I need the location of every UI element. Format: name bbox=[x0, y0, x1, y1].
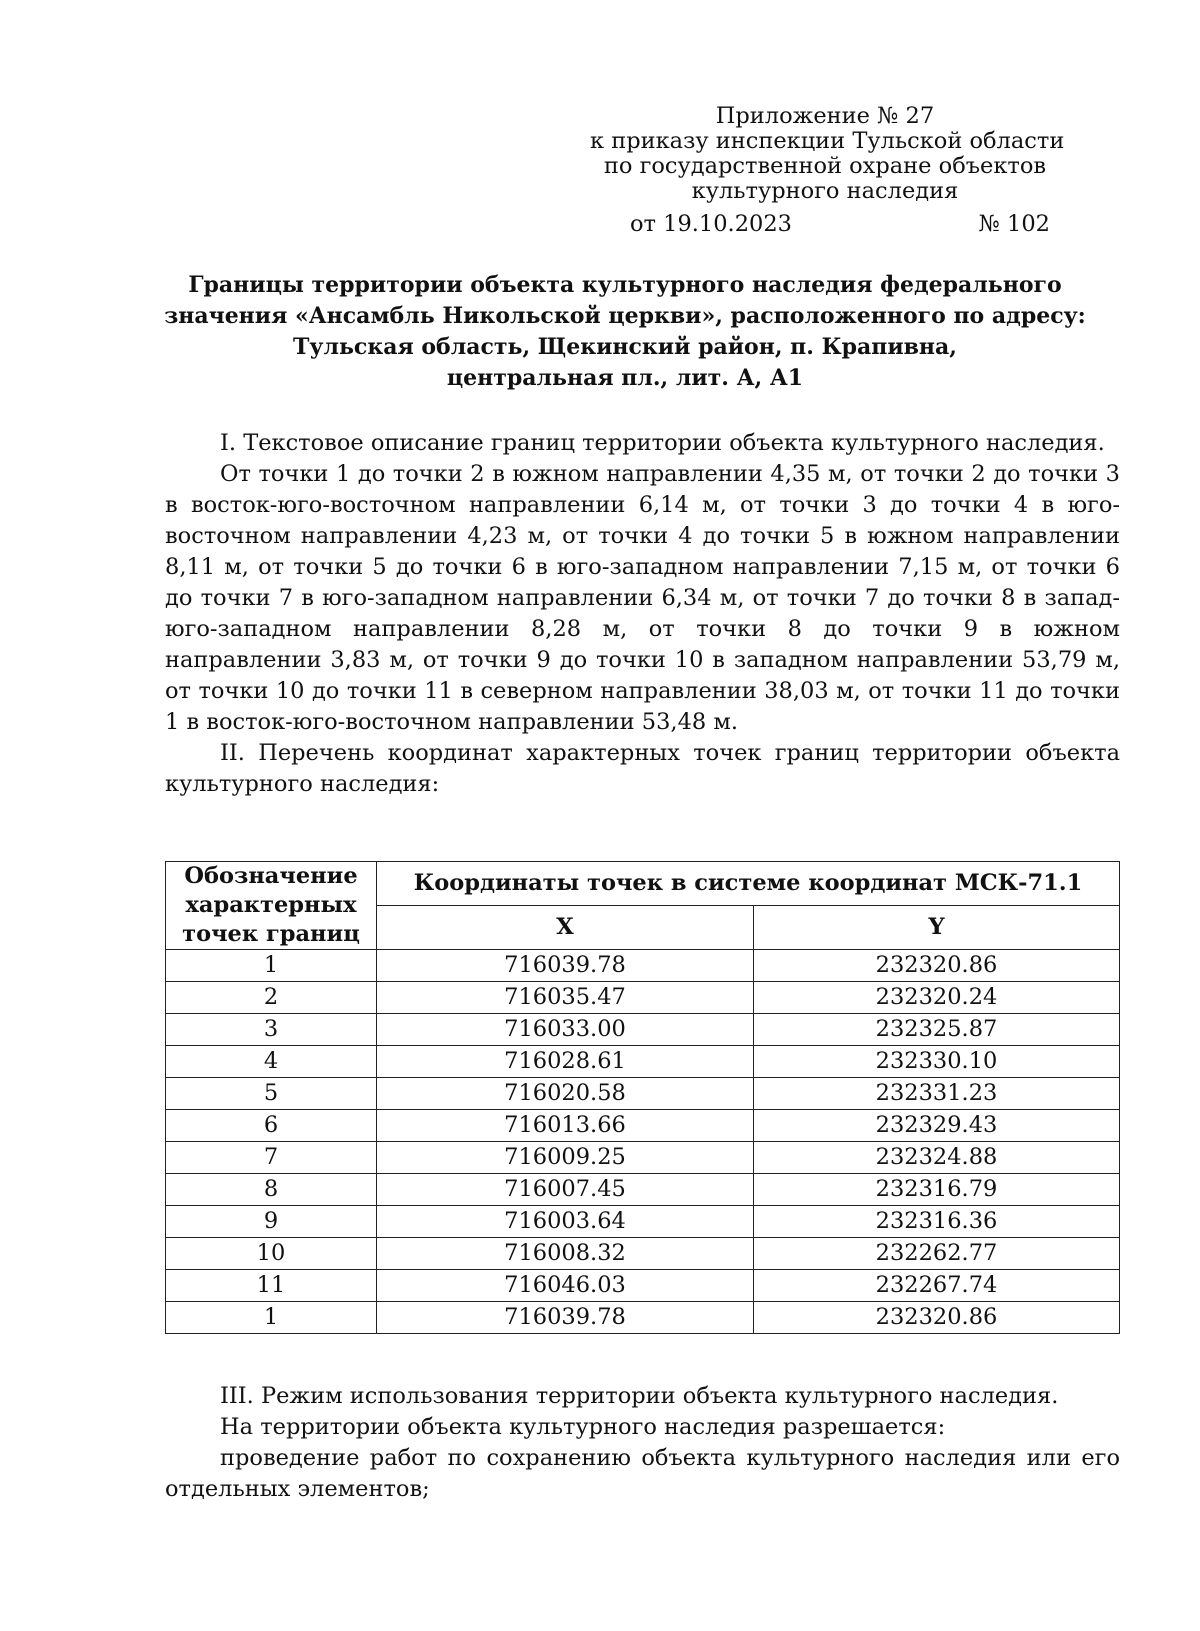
allowed-item: проведение работ по сохранению объекта культурного наследия или его отдельных элементов; bbox=[165, 1445, 1120, 1502]
table-row bbox=[166, 982, 1120, 1014]
x-cell: 716039.78 bbox=[377, 950, 754, 982]
point-cell: 11 bbox=[166, 1270, 377, 1302]
sections-1-2 bbox=[165, 428, 1120, 800]
title-line: Границы территории объекта культурного наследия федерального bbox=[188, 272, 1062, 298]
y-cell: 232320.86 bbox=[754, 1302, 1120, 1334]
x-cell: 716007.45 bbox=[377, 1174, 754, 1206]
table-row bbox=[166, 1046, 1120, 1078]
table-row bbox=[166, 1238, 1120, 1270]
x-cell: 716033.00 bbox=[377, 1014, 754, 1046]
appendix-line: к приказу инспекции Тульской области bbox=[590, 128, 1065, 154]
y-cell: 232325.87 bbox=[754, 1014, 1120, 1046]
title-line: значения «Ансамбль Никольской церкви», расположенного по адресу: bbox=[164, 303, 1086, 329]
coordinates-table-body bbox=[166, 950, 1120, 1334]
order-reference bbox=[630, 211, 1050, 237]
table-row bbox=[166, 1142, 1120, 1174]
y-cell: 232320.86 bbox=[754, 950, 1120, 982]
appendix-header bbox=[590, 103, 1065, 204]
table-row bbox=[166, 1206, 1120, 1238]
x-cell: 716020.58 bbox=[377, 1078, 754, 1110]
table-row bbox=[166, 1014, 1120, 1046]
y-header: Y bbox=[754, 906, 1120, 950]
appendix-line: по государственной охране объектов bbox=[603, 153, 1047, 179]
point-cell: 5 bbox=[166, 1078, 377, 1110]
x-cell: 716039.78 bbox=[377, 1302, 754, 1334]
title-line: центральная пл., лит. А, А1 bbox=[446, 365, 804, 391]
order-date: от 19.10.2023 bbox=[630, 211, 792, 237]
x-cell: 716035.47 bbox=[377, 982, 754, 1014]
y-cell: 232324.88 bbox=[754, 1142, 1120, 1174]
coordinates-table bbox=[165, 861, 1120, 1334]
point-cell: 10 bbox=[166, 1238, 377, 1270]
point-designation-header: Обозначение характерных точек границ bbox=[166, 862, 377, 950]
y-cell: 232262.77 bbox=[754, 1238, 1120, 1270]
order-number: № 102 bbox=[978, 211, 1050, 237]
point-cell: 1 bbox=[166, 950, 377, 982]
table-row bbox=[166, 1302, 1120, 1334]
x-cell: 716008.32 bbox=[377, 1238, 754, 1270]
y-cell: 232267.74 bbox=[754, 1270, 1120, 1302]
boundary-description: От точки 1 до точки 2 в южном направлении 4,35 м, от точки 2 до точки 3 в восток-юго-восточном направлении 6,14 м, от точки 3 до точки 4 в юго-восточном направлении 4,23 м, от точки 4 до точки 5 в южном направлении 8,11 м, от точки 5 до точки 6 в юго-западном направлении 7,15 м, от точки 6 до точки 7 в юго-западном направлении 6,34 м, от точки 7 до точки 8 в запад-юго-западном направлении 8,28 м, от точки 8 до точки 9 в южном направлении 3,83 м, от точки 9 до точки 10 в западном направлении 53,79 м, от точки 10 до точки 11 в северном направлении 38,03 м, от точки 11 до точки 1 в восток-юго-восточном направлении 53,48 м. bbox=[165, 461, 1120, 735]
section2-heading: II. Перечень координат характерных точек границ территории объекта культурного наследия: bbox=[165, 740, 1120, 797]
coordinate-system-header: Координаты точек в системе координат МСК-71.1 bbox=[377, 862, 1120, 906]
y-cell: 232320.24 bbox=[754, 982, 1120, 1014]
appendix-line: Приложение № 27 bbox=[715, 103, 935, 129]
document-title bbox=[160, 270, 1090, 394]
y-cell: 232316.36 bbox=[754, 1206, 1120, 1238]
point-cell: 2 bbox=[166, 982, 377, 1014]
y-cell: 232316.79 bbox=[754, 1174, 1120, 1206]
point-cell: 7 bbox=[166, 1142, 377, 1174]
x-header: X bbox=[377, 906, 754, 950]
table-row bbox=[166, 1078, 1120, 1110]
section3-heading: III. Режим использования территории объекта культурного наследия. bbox=[220, 1383, 1059, 1409]
y-cell: 232329.43 bbox=[754, 1110, 1120, 1142]
appendix-line: культурного наследия bbox=[691, 178, 959, 204]
x-cell: 716013.66 bbox=[377, 1110, 754, 1142]
table-row bbox=[166, 1270, 1120, 1302]
x-cell: 716028.61 bbox=[377, 1046, 754, 1078]
x-cell: 716003.64 bbox=[377, 1206, 754, 1238]
point-cell: 4 bbox=[166, 1046, 377, 1078]
point-cell: 3 bbox=[166, 1014, 377, 1046]
point-cell: 1 bbox=[166, 1302, 377, 1334]
section1-heading: I. Текстовое описание границ территории объекта культурного наследия. bbox=[220, 430, 1105, 456]
x-cell: 716046.03 bbox=[377, 1270, 754, 1302]
y-cell: 232330.10 bbox=[754, 1046, 1120, 1078]
point-cell: 9 bbox=[166, 1206, 377, 1238]
table-row bbox=[166, 1110, 1120, 1142]
point-cell: 8 bbox=[166, 1174, 377, 1206]
point-cell: 6 bbox=[166, 1110, 377, 1142]
table-row bbox=[166, 950, 1120, 982]
title-line: Тульская область, Щекинский район, п. Крапивна, bbox=[293, 334, 957, 360]
allowed-intro: На территории объекта культурного наследия разрешается: bbox=[220, 1414, 946, 1440]
table-row bbox=[166, 1174, 1120, 1206]
y-cell: 232331.23 bbox=[754, 1078, 1120, 1110]
section-3 bbox=[165, 1381, 1120, 1505]
x-cell: 716009.25 bbox=[377, 1142, 754, 1174]
